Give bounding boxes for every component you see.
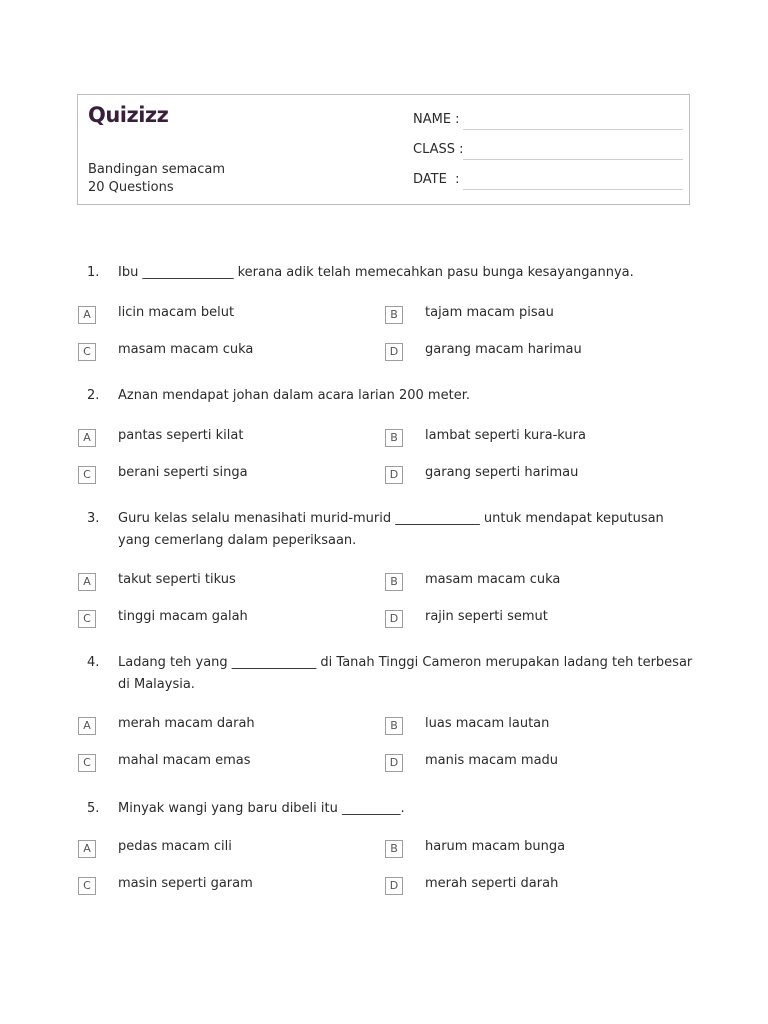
option-letter: C: [78, 466, 96, 484]
option-letter: B: [385, 306, 403, 324]
option-letter: C: [78, 343, 96, 361]
option-letter: B: [385, 429, 403, 447]
question-number: 5.: [87, 801, 100, 816]
class-line: [463, 159, 683, 160]
option-text: tajam macam pisau: [425, 305, 554, 320]
quiz-title-block: [88, 161, 225, 197]
option-letter: C: [78, 877, 96, 895]
option-text: pantas seperti kilat: [118, 428, 244, 443]
quizizz-logo: Quizizz: [88, 103, 169, 127]
option-text: merah macam darah: [118, 716, 255, 731]
question-text: Aznan mendapat johan dalam acara larian 200 meter.: [118, 388, 470, 403]
question-text: Ladang teh yang _____________ di Tanah Tinggi Cameron merupakan ladang teh terbesar di Malaysia.: [118, 655, 693, 692]
option-text: garang macam harimau: [425, 342, 582, 357]
date-field: [413, 172, 683, 192]
option-letter: B: [385, 717, 403, 735]
option-letter: C: [78, 610, 96, 628]
option-letter: D: [385, 343, 403, 361]
option-text: pedas macam cili: [118, 839, 232, 854]
option-letter: D: [385, 610, 403, 628]
option-letter: A: [78, 429, 96, 447]
question-count: 20 Questions: [88, 180, 174, 195]
question-number: 4.: [87, 655, 100, 670]
question-text: Guru kelas selalu menasihati murid-murid _____________ untuk mendapat keputusan yang cemerlang dalam peperiksaan.: [118, 511, 664, 548]
option-letter: D: [385, 466, 403, 484]
option-letter: B: [385, 840, 403, 858]
option-text: berani seperti singa: [118, 465, 248, 480]
option-text: licin macam belut: [118, 305, 235, 320]
option-letter: D: [385, 754, 403, 772]
question-number: 2.: [87, 388, 100, 403]
class-field: [413, 142, 683, 162]
option-letter: C: [78, 754, 96, 772]
option-letter: A: [78, 717, 96, 735]
option-text: mahal macam emas: [118, 753, 251, 768]
option-text: masin seperti garam: [118, 876, 253, 891]
question-number: 3.: [87, 511, 100, 526]
class-label: CLASS :: [413, 142, 464, 157]
option-text: merah seperti darah: [425, 876, 559, 891]
option-text: harum macam bunga: [425, 839, 566, 854]
option-text: tinggi macam galah: [118, 609, 248, 624]
option-text: manis macam madu: [425, 753, 559, 768]
date-label: DATE :: [413, 172, 460, 187]
option-letter: A: [78, 573, 96, 591]
option-text: garang seperti harimau: [425, 465, 579, 480]
name-label: NAME :: [413, 112, 460, 127]
option-text: masam macam cuka: [118, 342, 254, 357]
option-text: luas macam lautan: [425, 716, 550, 731]
option-text: rajin seperti semut: [425, 609, 548, 624]
question-text: Ibu ______________ kerana adik telah memecahkan pasu bunga kesayangannya.: [118, 265, 634, 280]
option-text: lambat seperti kura-kura: [425, 428, 586, 443]
question-text: Minyak wangi yang baru dibeli itu _________.: [118, 801, 405, 816]
name-field: [413, 112, 683, 132]
quiz-title: Bandingan semacam: [88, 162, 225, 177]
name-line: [463, 129, 683, 130]
question-number: 1.: [87, 265, 100, 280]
option-letter: B: [385, 573, 403, 591]
worksheet-header: [77, 94, 690, 205]
option-text: masam macam cuka: [425, 572, 561, 587]
option-letter: A: [78, 840, 96, 858]
option-text: takut seperti tikus: [118, 572, 236, 587]
option-letter: A: [78, 306, 96, 324]
option-letter: D: [385, 877, 403, 895]
date-line: [463, 189, 683, 190]
